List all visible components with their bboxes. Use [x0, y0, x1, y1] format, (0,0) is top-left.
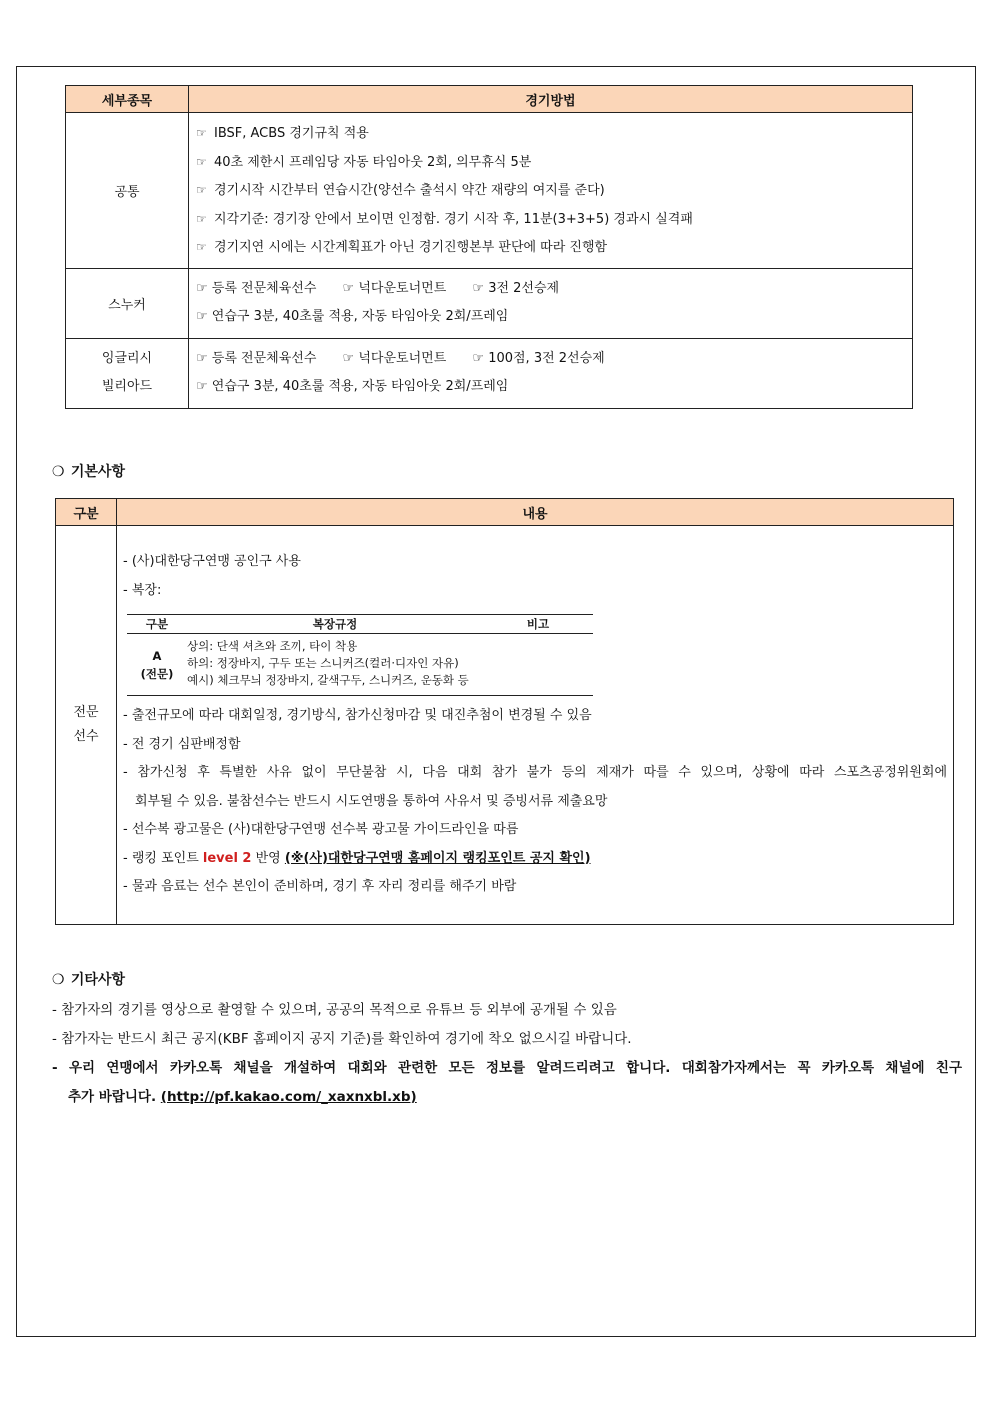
list-item: - 참가자의 경기를 영상으로 촬영할 수 있으며, 공공의 목적으로 유튜브 등 외부에 공개될 수 있음: [52, 1002, 617, 1018]
rule-line: ☞ 40초 제한시 프레임당 자동 타임아웃 2회, 의무휴식 5분: [196, 148, 912, 177]
list-item: 추가 바랍니다. (http://pf.kakao.com/_xaxnxbl.xb): [68, 1089, 417, 1105]
header-event: 세부종목: [66, 86, 189, 113]
list-item: - 선수복 광고물은 (사)대한당구연맹 선수복 광고물 가이드라인을 따름: [123, 822, 519, 837]
dress-rules: 상의: 단색 셔츠와 조끼, 타이 착용 하의: 정장바지, 구두 또는 스니커즈(컬러·디자인 자유) 예시) 체크무늬 정장바지, 갈색구두, 스니커즈, 운동화 등: [187, 634, 593, 696]
table-row: [66, 268, 913, 338]
header-category: 구분: [56, 499, 117, 526]
table-row: [56, 526, 954, 925]
dress-header-note: 비고: [483, 615, 593, 634]
hand-pointer-icon: ☞: [196, 280, 208, 296]
ranking-notice-link[interactable]: (※(사)대한당구연맹 홈페이지 랭킹포인트 공지 확인): [284, 850, 591, 866]
list-item: - 출전규모에 따라 대회일정, 경기방식, 참가신청마감 및 대진추첨이 변경될 수 있음: [123, 708, 592, 723]
dress-grade: A (전문): [127, 634, 187, 696]
dress-header-category: 구분: [127, 615, 187, 634]
hand-pointer-icon: ☞: [472, 350, 485, 366]
list-item: - 복장:: [123, 582, 162, 598]
event-common: 공통: [66, 113, 189, 269]
snooker-rules: ☞ 등록 전문체육선수 ☞ 넉다운토너먼트 ☞ 3전 2선승제 ☞ 연습구 3분, 40초룰 적용, 자동 타임아웃 2회/프레임: [189, 268, 913, 338]
list-item: - 우리 연맹에서 카카오톡 채널을 개설하여 대회와 관련한 모든 정보를 알려드리려고 합니다. 대회참가자께서는 꼭 카카오톡 채널에 친구: [52, 1060, 962, 1076]
hand-pointer-icon: ☞: [196, 126, 207, 140]
hand-pointer-icon: ☞: [196, 154, 207, 169]
basic-info-table: [55, 498, 954, 925]
hand-pointer-icon: ☞: [196, 350, 208, 366]
list-item: 회부될 수 있음. 불참선수는 반드시 시도연맹을 통하여 사유서 및 증빙서류 제출요망: [135, 793, 608, 809]
misc-content: [52, 996, 962, 1112]
hand-pointer-icon: ☞: [342, 280, 355, 296]
hand-pointer-icon: ☞: [472, 280, 485, 296]
rule-line: ☞ 지각기준: 경기장 안에서 보이면 인정함. 경기 시작 후, 11분(3+3+5) 경과시 실격패: [196, 205, 912, 234]
english-billiards-rules: ☞ 등록 전문체육선수 ☞ 넉다운토너먼트 ☞ 100점, 3전 2선승제 ☞ 연습구 3분, 40초룰 적용, 자동 타임아웃 2회/프레임: [189, 338, 913, 408]
hand-pointer-icon: ☞: [342, 350, 355, 366]
list-item: - 전 경기 심판배정함: [123, 736, 241, 752]
section-misc-heading: ❍ 기타사항: [52, 972, 125, 988]
rule-line: ☞ 경기지연 시에는 시간계획표가 아닌 경기진행본부 판단에 따라 진행함: [196, 233, 912, 262]
table-row: [66, 113, 913, 269]
hand-pointer-icon: ☞: [196, 309, 208, 324]
hand-pointer-icon: ☞: [196, 211, 207, 226]
hand-pointer-icon: ☞: [196, 183, 207, 197]
circle-bullet-icon: ❍: [52, 464, 65, 480]
rule-line: ☞ 경기시작 시간부터 연습시간(양선수 출석시 약간 재량의 여지를 준다): [196, 176, 912, 205]
list-item: - 참가자는 반드시 최근 공지(KBF 홈페이지 공지 기준)를 확인하여 경기에 착오 없으시길 바랍니다.: [52, 1031, 632, 1047]
kakao-channel-link[interactable]: (http://pf.kakao.com/_xaxnxbl.xb): [160, 1089, 417, 1105]
header-content: 내용: [117, 499, 954, 526]
category-pro-player: 전문 선수: [56, 526, 117, 925]
hand-pointer-icon: ☞: [196, 379, 208, 394]
hand-pointer-icon: ☞: [196, 240, 207, 254]
circle-bullet-icon: ❍: [52, 972, 65, 988]
event-english-billiards: 잉글리시 빌리아드: [66, 338, 189, 408]
list-item: - (사)대한당구연맹 공인구 사용: [123, 554, 301, 569]
section-basic-heading: ❍ 기본사항: [52, 464, 125, 480]
rule-line: ☞ IBSF, ACBS 경기규칙 적용: [196, 119, 912, 148]
list-item: - 참가신청 후 특별한 사유 없이 무단불참 시, 다음 대회 참가 불가 등의 제재가 따를 수 있으며, 상황에 따라 스포츠공정위원회에: [123, 765, 947, 780]
common-rules: [189, 113, 913, 269]
pro-player-content: [117, 526, 954, 925]
table-row: [66, 338, 913, 408]
dress-code-table: [127, 614, 593, 696]
competition-method-table: [65, 85, 913, 409]
dress-header-rules: 복장규정: [187, 615, 483, 634]
list-item: - 물과 음료는 선수 본인이 준비하며, 경기 후 자리 정리를 해주기 바람: [123, 879, 517, 894]
ranking-level-text: level 2: [202, 850, 252, 866]
event-snooker: 스누커: [66, 268, 189, 338]
header-method: 경기방법: [189, 86, 913, 113]
list-item: - 랭킹 포인트 level 2 반영 (※(사)대한당구연맹 홈페이지 랭킹포인트 공지 확인): [123, 850, 591, 866]
